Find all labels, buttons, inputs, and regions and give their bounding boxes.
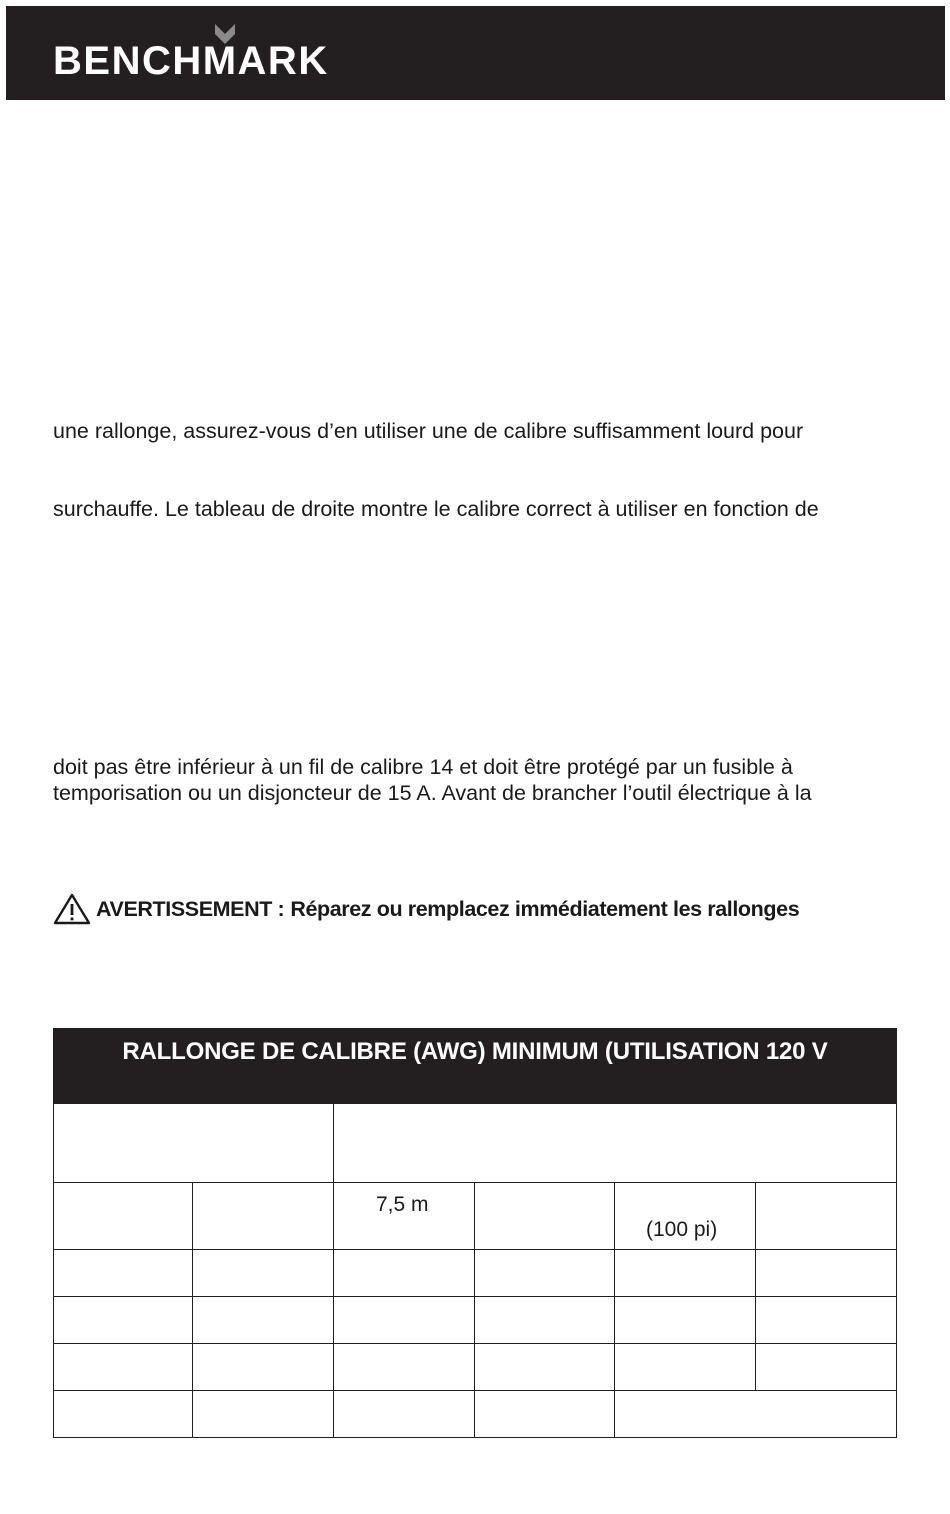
length-100pi-label: (100 pi): [646, 1218, 718, 1241]
table-cell: [615, 1344, 756, 1391]
body-text-line-4: temporisation ou un disjoncteur de 15 A. Avant de brancher l’outil électrique à la: [53, 781, 812, 805]
brand-wordmark: BENCHMARK: [53, 39, 329, 83]
warning-triangle-icon: [53, 893, 91, 925]
table-cell: [756, 1297, 897, 1344]
table-cell: [334, 1250, 475, 1297]
benchmark-logo: [53, 22, 373, 84]
body-text-line-1: une rallonge, assurez-vous d’en utiliser une de calibre suffisamment lourd pour: [53, 419, 804, 443]
table-cell: [193, 1391, 334, 1438]
extension-cord-table: [53, 1028, 897, 1438]
table-cell: [334, 1391, 475, 1438]
table-cell: [334, 1344, 475, 1391]
table-cell: [334, 1297, 475, 1344]
warning-notice: [53, 892, 913, 926]
table-title: RALLONGE DE CALIBRE (AWG) MINIMUM (UTILISATION 120 V: [53, 1028, 897, 1104]
body-text-line-2: surchauffe. Le tableau de droite montre le calibre correct à utiliser en fonction de: [53, 497, 819, 521]
table-cell: [615, 1250, 756, 1297]
warning-label: AVERTISSEMENT :: [96, 896, 285, 921]
table-cell: [475, 1391, 615, 1438]
table-cell: [475, 1344, 615, 1391]
table-cell: [53, 1250, 193, 1297]
table-cell: [334, 1183, 475, 1250]
table-cell: [475, 1297, 615, 1344]
table-grid: [53, 1104, 897, 1438]
warning-text: Réparez ou remplacez immédiatement les rallonges: [290, 896, 800, 921]
body-text-line-3: doit pas être inférieur à un fil de calibre 14 et doit être protégé par un fusible à: [53, 755, 793, 779]
table-header-cell: [334, 1104, 897, 1183]
table-cell: [53, 1297, 193, 1344]
table-cell: [193, 1344, 334, 1391]
table-cell: [53, 1391, 193, 1438]
table-cell: [53, 1183, 193, 1250]
table-cell: [193, 1250, 334, 1297]
table-cell: [615, 1391, 897, 1438]
table-cell: [756, 1183, 897, 1250]
table-header-cell: [53, 1104, 334, 1183]
table-cell: [193, 1297, 334, 1344]
table-cell: [756, 1344, 897, 1391]
table-cell: [615, 1183, 756, 1250]
brand-header: [6, 6, 945, 100]
table-cell: [193, 1183, 334, 1250]
table-cell: [53, 1344, 193, 1391]
length-7-5m-label: 7,5 m: [376, 1193, 429, 1216]
table-cell: [615, 1297, 756, 1344]
table-cell: [475, 1183, 615, 1250]
table-cell: [475, 1250, 615, 1297]
table-cell: [756, 1250, 897, 1297]
